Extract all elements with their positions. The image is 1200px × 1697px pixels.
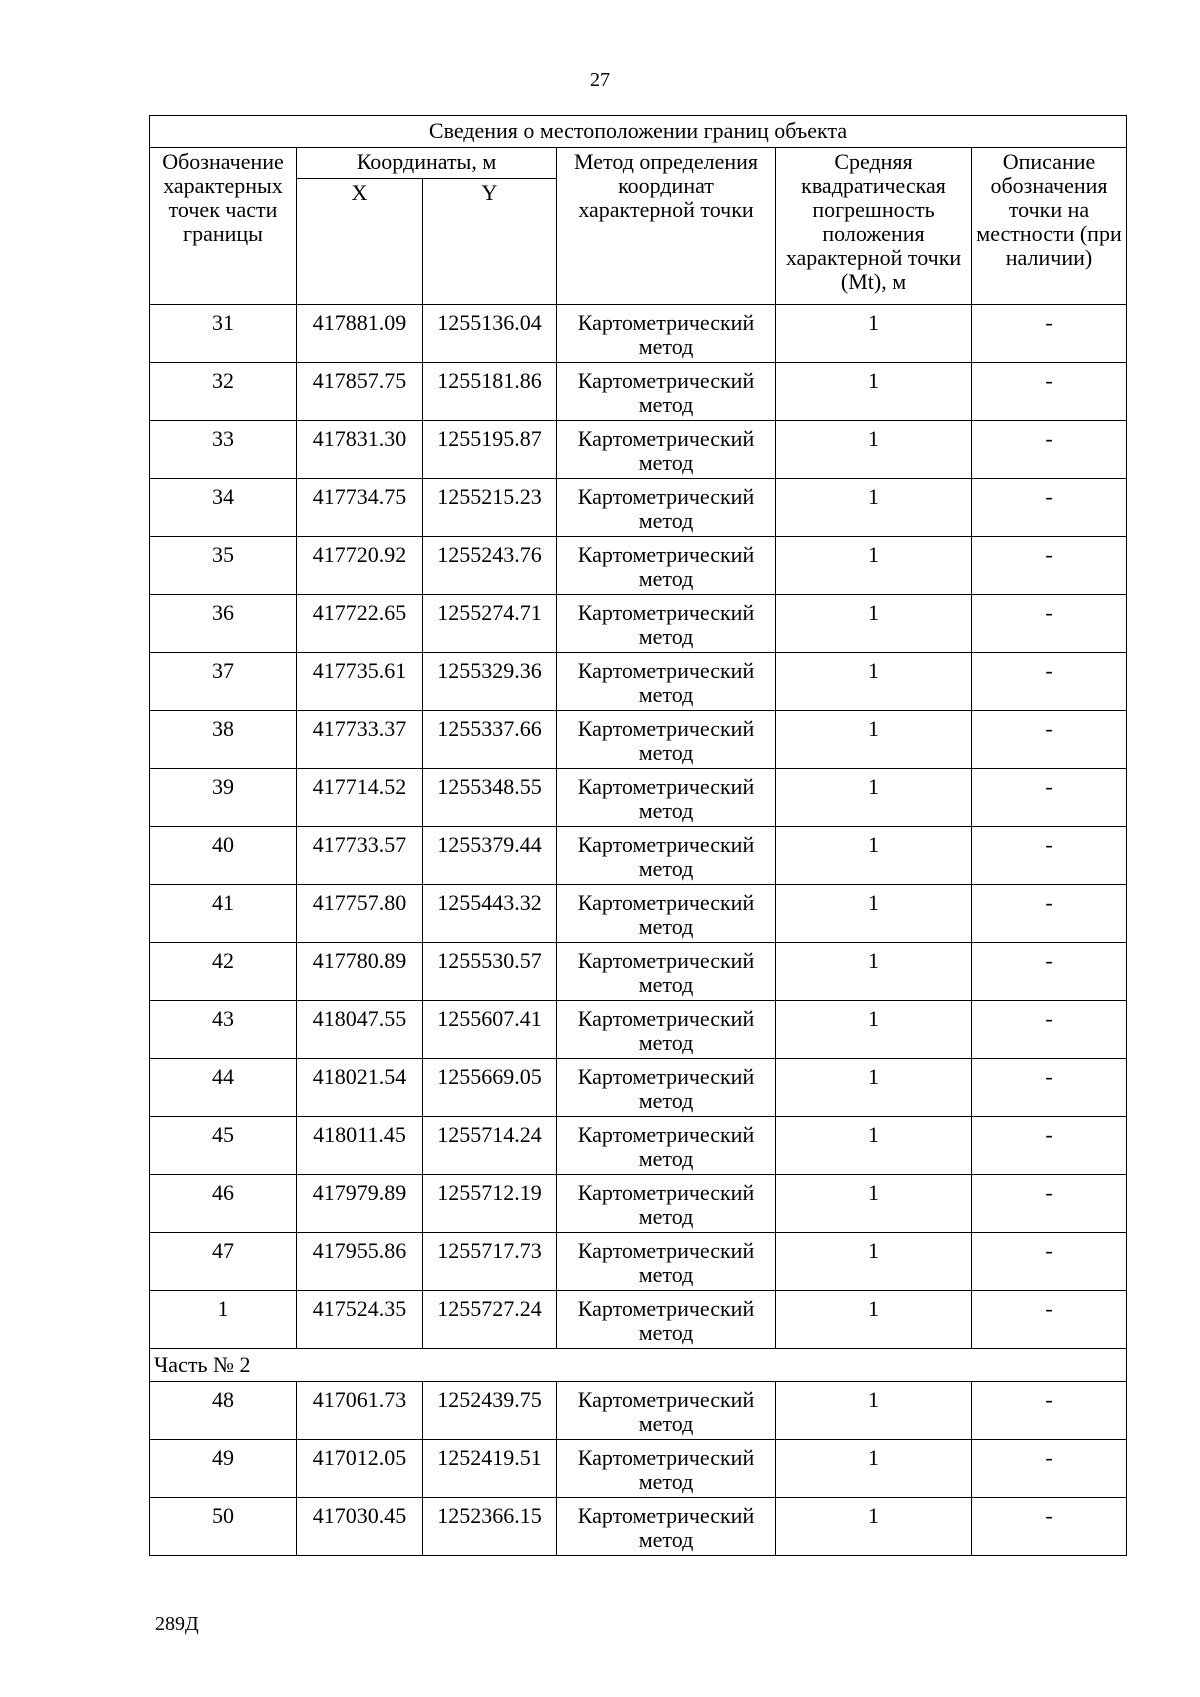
table-row [150,1059,1127,1117]
cell-x-coordinate: 417733.57 [297,827,423,885]
cell-y-coordinate: 1255243.76 [423,537,557,595]
footer-document-code: 289Д [155,1613,199,1635]
cell-y-coordinate: 1255443.32 [423,885,557,943]
cell-method: Картометрический метод [557,421,776,479]
cell-description: - [972,537,1127,595]
cell-x-coordinate: 417524.35 [297,1291,423,1349]
table-row [150,479,1127,537]
cell-mean-error: 1 [776,1175,972,1233]
cell-mean-error: 1 [776,595,972,653]
cell-x-coordinate: 417955.86 [297,1233,423,1291]
cell-x-coordinate: 417030.45 [297,1498,423,1556]
cell-point-number: 50 [150,1498,297,1556]
table-row [150,1175,1127,1233]
cell-point-number: 39 [150,769,297,827]
cell-mean-error: 1 [776,1001,972,1059]
header-coordinates: Координаты, м [297,148,557,179]
cell-mean-error: 1 [776,943,972,1001]
header-description: Описание обозначения точки на местности (при наличии) [972,148,1127,305]
cell-mean-error: 1 [776,305,972,363]
cell-method: Картометрический метод [557,1059,776,1117]
cell-x-coordinate: 417720.92 [297,537,423,595]
cell-mean-error: 1 [776,1440,972,1498]
header-x: X [297,179,423,305]
cell-mean-error: 1 [776,1382,972,1440]
cell-x-coordinate: 417831.30 [297,421,423,479]
table-row [150,885,1127,943]
cell-point-number: 45 [150,1117,297,1175]
cell-x-coordinate: 418047.55 [297,1001,423,1059]
cell-point-number: 44 [150,1059,297,1117]
cell-y-coordinate: 1255714.24 [423,1117,557,1175]
cell-y-coordinate: 1252366.15 [423,1498,557,1556]
cell-method: Картометрический метод [557,1117,776,1175]
cell-point-number: 35 [150,537,297,595]
cell-y-coordinate: 1255669.05 [423,1059,557,1117]
cell-method: Картометрический метод [557,1498,776,1556]
cell-method: Картометрический метод [557,537,776,595]
cell-description: - [972,1498,1127,1556]
cell-x-coordinate: 417780.89 [297,943,423,1001]
cell-point-number: 33 [150,421,297,479]
cell-description: - [972,1001,1127,1059]
cell-method: Картометрический метод [557,363,776,421]
cell-point-number: 1 [150,1291,297,1349]
cell-description: - [972,769,1127,827]
cell-mean-error: 1 [776,421,972,479]
cell-mean-error: 1 [776,885,972,943]
header-mean-error: Средняя квадратическая погрешность положения характерной точки (Mt), м [776,148,972,305]
cell-description: - [972,1117,1127,1175]
cell-description: - [972,1382,1127,1440]
cell-point-number: 37 [150,653,297,711]
cell-x-coordinate: 417733.37 [297,711,423,769]
cell-y-coordinate: 1255607.41 [423,1001,557,1059]
cell-mean-error: 1 [776,537,972,595]
cell-point-number: 41 [150,885,297,943]
cell-y-coordinate: 1255727.24 [423,1291,557,1349]
table-row [150,305,1127,363]
cell-method: Картометрический метод [557,653,776,711]
cell-description: - [972,653,1127,711]
cell-point-number: 43 [150,1001,297,1059]
cell-y-coordinate: 1255379.44 [423,827,557,885]
cell-y-coordinate: 1255136.04 [423,305,557,363]
cell-point-number: 49 [150,1440,297,1498]
cell-description: - [972,943,1127,1001]
table-row [150,1382,1127,1440]
cell-mean-error: 1 [776,1059,972,1117]
cell-description: - [972,711,1127,769]
part-2-row [150,1349,1127,1382]
table-row [150,943,1127,1001]
cell-y-coordinate: 1255337.66 [423,711,557,769]
cell-x-coordinate: 417881.09 [297,305,423,363]
cell-mean-error: 1 [776,363,972,421]
cell-y-coordinate: 1255274.71 [423,595,557,653]
table-title-row [150,116,1127,148]
cell-description: - [972,1175,1127,1233]
cell-description: - [972,1440,1127,1498]
cell-point-number: 38 [150,711,297,769]
table-row [150,1291,1127,1349]
table-row [150,595,1127,653]
cell-x-coordinate: 417722.65 [297,595,423,653]
cell-description: - [972,421,1127,479]
cell-y-coordinate: 1255215.23 [423,479,557,537]
cell-x-coordinate: 417061.73 [297,1382,423,1440]
page-number: 27 [590,69,610,91]
cell-x-coordinate: 417734.75 [297,479,423,537]
cell-method: Картометрический метод [557,1440,776,1498]
cell-method: Картометрический метод [557,595,776,653]
cell-mean-error: 1 [776,1117,972,1175]
table-row [150,421,1127,479]
table-title: Сведения о местоположении границ объекта [150,116,1127,148]
header-method: Метод определения координат характерной точки [557,148,776,305]
cell-description: - [972,363,1127,421]
cell-mean-error: 1 [776,1233,972,1291]
cell-point-number: 40 [150,827,297,885]
cell-mean-error: 1 [776,1498,972,1556]
cell-mean-error: 1 [776,711,972,769]
table-row [150,769,1127,827]
table-row [150,1233,1127,1291]
table-row [150,827,1127,885]
cell-x-coordinate: 417857.75 [297,363,423,421]
cell-method: Картометрический метод [557,305,776,363]
cell-y-coordinate: 1255195.87 [423,421,557,479]
table-row [150,653,1127,711]
header-row-1 [150,148,1127,179]
cell-x-coordinate: 417757.80 [297,885,423,943]
part-label: Часть № 2 [150,1349,1127,1382]
cell-method: Картометрический метод [557,1001,776,1059]
cell-method: Картометрический метод [557,1175,776,1233]
cell-y-coordinate: 1255717.73 [423,1233,557,1291]
cell-mean-error: 1 [776,1291,972,1349]
cell-method: Картометрический метод [557,885,776,943]
cell-method: Картометрический метод [557,943,776,1001]
cell-description: - [972,1233,1127,1291]
cell-point-number: 48 [150,1382,297,1440]
cell-point-number: 31 [150,305,297,363]
cell-point-number: 34 [150,479,297,537]
cell-method: Картометрический метод [557,1291,776,1349]
cell-point-number: 46 [150,1175,297,1233]
table-row [150,537,1127,595]
cell-description: - [972,827,1127,885]
cell-point-number: 32 [150,363,297,421]
header-y: Y [423,179,557,305]
cell-description: - [972,885,1127,943]
cell-method: Картометрический метод [557,769,776,827]
cell-y-coordinate: 1255329.36 [423,653,557,711]
cell-method: Картометрический метод [557,1233,776,1291]
table-row [150,1117,1127,1175]
boundary-coordinates-table [149,115,1127,1556]
cell-point-number: 47 [150,1233,297,1291]
cell-x-coordinate: 417735.61 [297,653,423,711]
cell-y-coordinate: 1252439.75 [423,1382,557,1440]
cell-x-coordinate: 418021.54 [297,1059,423,1117]
cell-description: - [972,595,1127,653]
cell-method: Картометрический метод [557,827,776,885]
header-point-designation: Обозначение характерных точек части границы [150,148,297,305]
cell-x-coordinate: 417714.52 [297,769,423,827]
cell-method: Картометрический метод [557,479,776,537]
cell-description: - [972,305,1127,363]
cell-x-coordinate: 417012.05 [297,1440,423,1498]
cell-y-coordinate: 1252419.51 [423,1440,557,1498]
cell-point-number: 36 [150,595,297,653]
table-row [150,1001,1127,1059]
cell-description: - [972,479,1127,537]
cell-y-coordinate: 1255348.55 [423,769,557,827]
table-row [150,363,1127,421]
cell-method: Картометрический метод [557,1382,776,1440]
cell-x-coordinate: 417979.89 [297,1175,423,1233]
table-row [150,1440,1127,1498]
cell-mean-error: 1 [776,827,972,885]
cell-x-coordinate: 418011.45 [297,1117,423,1175]
cell-description: - [972,1291,1127,1349]
cell-y-coordinate: 1255530.57 [423,943,557,1001]
cell-mean-error: 1 [776,769,972,827]
table-row [150,1498,1127,1556]
cell-y-coordinate: 1255712.19 [423,1175,557,1233]
table-row [150,711,1127,769]
cell-mean-error: 1 [776,479,972,537]
cell-description: - [972,1059,1127,1117]
cell-y-coordinate: 1255181.86 [423,363,557,421]
cell-method: Картометрический метод [557,711,776,769]
cell-mean-error: 1 [776,653,972,711]
cell-point-number: 42 [150,943,297,1001]
